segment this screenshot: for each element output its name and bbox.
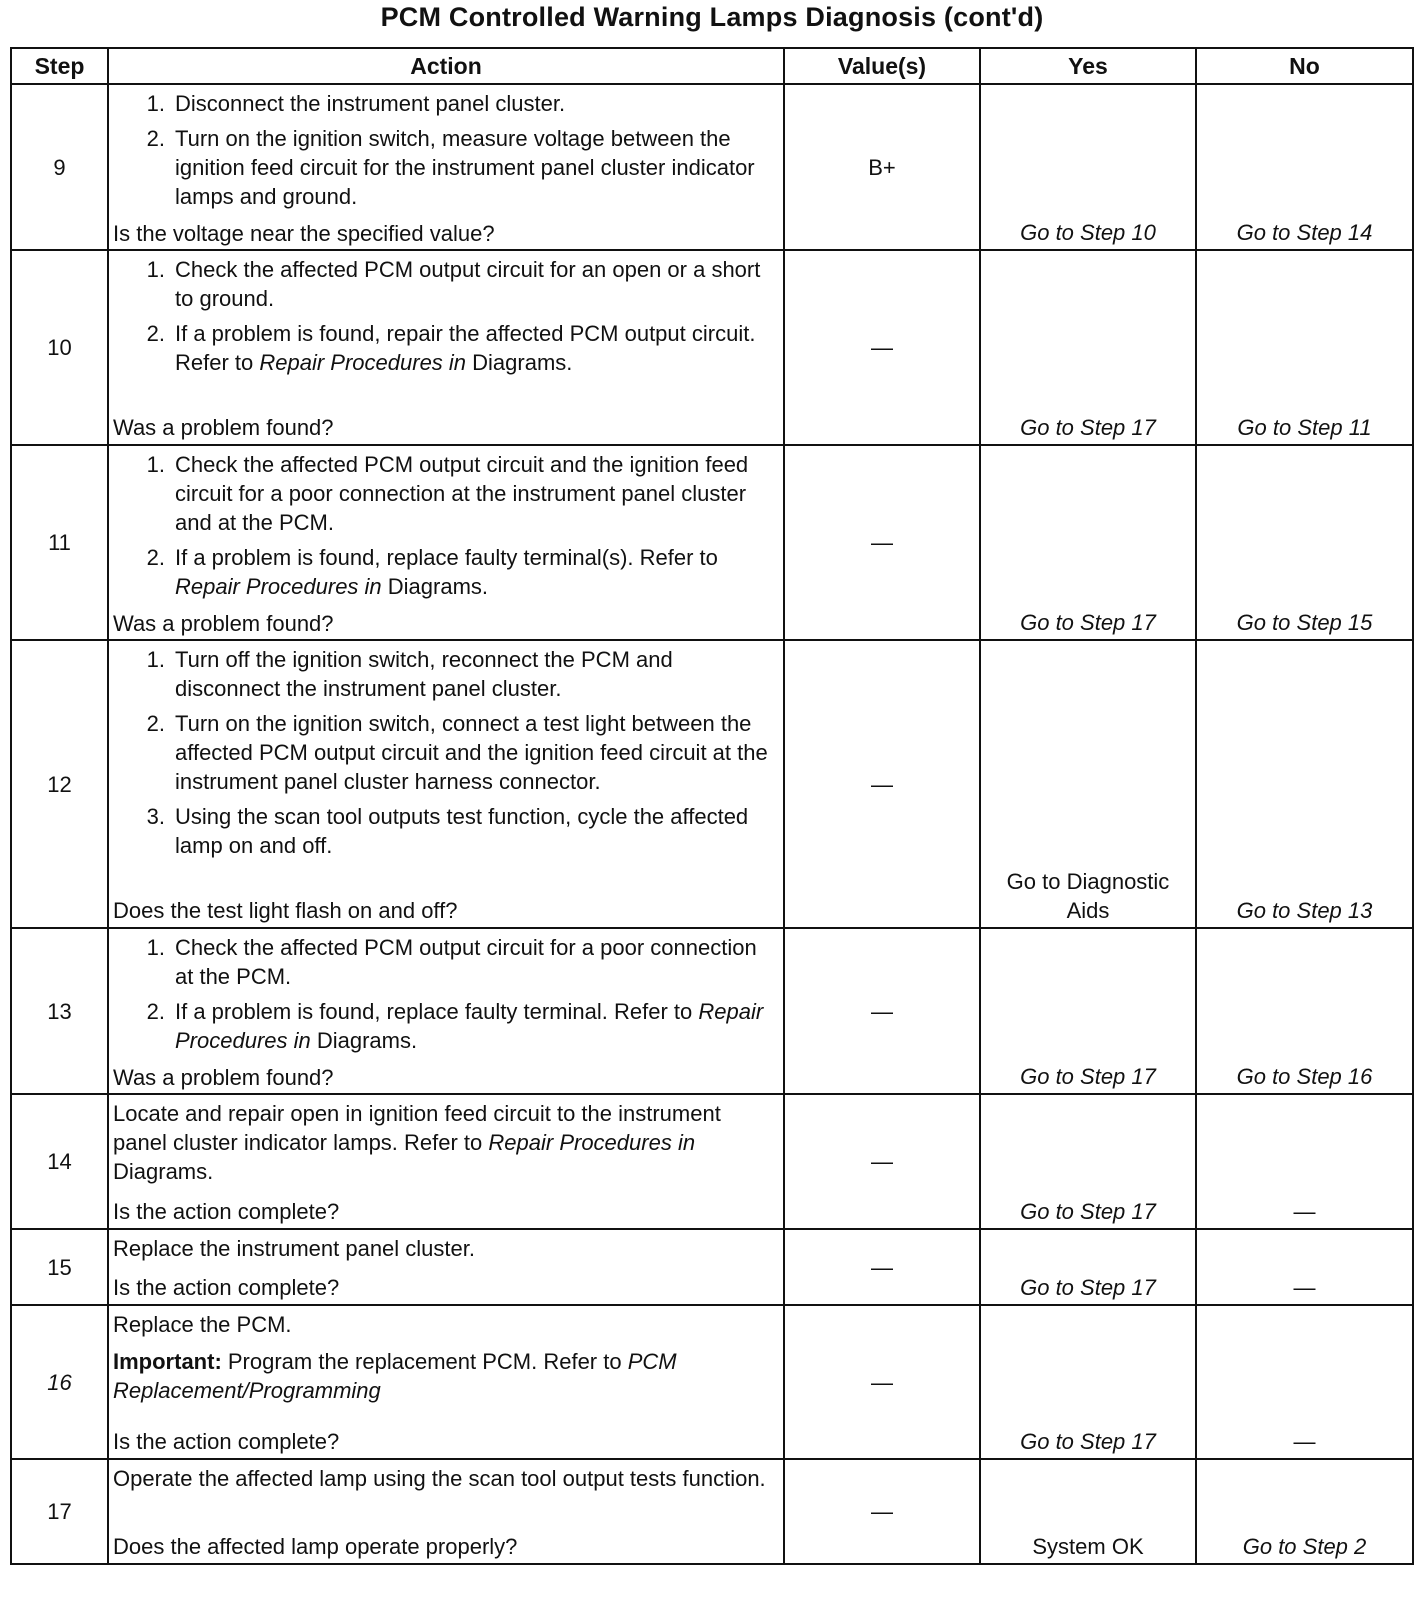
- action-question: Is the action complete?: [113, 1429, 340, 1454]
- action-cell: [108, 250, 784, 445]
- no-cell: —: [1196, 1094, 1413, 1229]
- value-cell: —: [784, 1094, 980, 1229]
- action-item: 2. If a problem is found, replace faulty terminal. Refer to Repair Procedures in Diagrams.: [146, 999, 764, 1053]
- table-row-step-11: [11, 445, 1413, 640]
- value-cell: —: [784, 1305, 980, 1459]
- step-number: 15: [11, 1229, 108, 1305]
- action-question: Does the test light flash on and off?: [113, 898, 458, 923]
- action-cell: [108, 84, 784, 250]
- action-text: Locate and repair open in ignition feed circuit to the instrument panel cluster indicator lamps. Refer to Repair Procedures in Diagrams.: [113, 1101, 721, 1184]
- action-cell: [108, 1229, 784, 1305]
- yes-cell: Go to Step 17: [980, 250, 1196, 445]
- action-item: 3. Using the scan tool outputs test function, cycle the affected lamp on and off.: [146, 804, 749, 858]
- no-cell: Go to Step 11: [1196, 250, 1413, 445]
- action-cell: [108, 640, 784, 928]
- action-question: Was a problem found?: [113, 415, 334, 440]
- step-number: 13: [11, 928, 108, 1094]
- step-number: 10: [11, 250, 108, 445]
- table-row-step-10: [11, 250, 1413, 445]
- yes-cell: Go to Diagnostic Aids: [980, 640, 1196, 928]
- no-cell: —: [1196, 1229, 1413, 1305]
- no-cell: —: [1196, 1305, 1413, 1459]
- value-cell: —: [784, 928, 980, 1094]
- action-text: Replace the instrument panel cluster.: [113, 1236, 475, 1261]
- value-cell: —: [784, 250, 980, 445]
- action-question: Does the affected lamp operate properly?: [113, 1534, 518, 1559]
- yes-cell: Go to Step 17: [980, 1094, 1196, 1229]
- action-item: 1. Turn off the ignition switch, reconnect the PCM and disconnect the instrument panel cluster.: [146, 647, 673, 701]
- value-cell: —: [784, 640, 980, 928]
- yes-cell: Go to Step 17: [980, 928, 1196, 1094]
- action-text: Operate the affected lamp using the scan tool output tests function.: [113, 1466, 766, 1491]
- table-row-step-17: [11, 1459, 1413, 1564]
- action-question: Is the voltage near the specified value?: [113, 221, 495, 246]
- header-yes: Yes: [980, 48, 1196, 84]
- action-cell: [108, 1094, 784, 1229]
- action-item: 2. If a problem is found, replace faulty terminal(s). Refer to Repair Procedures in Diagrams.: [146, 545, 718, 599]
- action-item: 2. Turn on the ignition switch, connect a test light between the affected PCM output circuit and the ignition feed circuit at the instrument panel cluster harness connector.: [146, 711, 768, 794]
- step-number: 17: [11, 1459, 108, 1564]
- action-item: 2. Turn on the ignition switch, measure voltage between the ignition feed circuit for the instrument panel cluster indicator lamps and ground.: [146, 126, 755, 209]
- action-cell: [108, 1459, 784, 1564]
- table-row-step-14: [11, 1094, 1413, 1229]
- yes-cell: Go to Step 17: [980, 1305, 1196, 1459]
- step-number: 11: [11, 445, 108, 640]
- action-cell: [108, 445, 784, 640]
- value-cell: —: [784, 445, 980, 640]
- no-cell: Go to Step 15: [1196, 445, 1413, 640]
- yes-cell: System OK: [980, 1459, 1196, 1564]
- no-cell: Go to Step 13: [1196, 640, 1413, 928]
- important-note: Important: Program the replacement PCM. Refer to PCM Replacement/Programming: [113, 1349, 677, 1403]
- action-cell: [108, 1305, 784, 1459]
- value-cell: B+: [784, 84, 980, 250]
- action-item: 1. Check the affected PCM output circuit for an open or a short to ground.: [146, 257, 761, 311]
- table-row-step-16: [11, 1305, 1413, 1459]
- yes-cell: Go to Step 17: [980, 1229, 1196, 1305]
- page-title: PCM Controlled Warning Lamps Diagnosis (cont'd): [380, 2, 1044, 32]
- action-question: Was a problem found?: [113, 611, 334, 636]
- no-cell: Go to Step 16: [1196, 928, 1413, 1094]
- yes-cell: Go to Step 10: [980, 84, 1196, 250]
- action-item: 2. If a problem is found, repair the affected PCM output circuit. Refer to Repair Procedures in Diagrams.: [146, 321, 756, 375]
- action-item: 1. Check the affected PCM output circuit for a poor connection at the PCM.: [146, 935, 757, 989]
- value-cell: —: [784, 1459, 980, 1564]
- header-action: Action: [108, 48, 784, 84]
- value-cell: —: [784, 1229, 980, 1305]
- step-number: 16: [11, 1305, 108, 1459]
- step-number: 14: [11, 1094, 108, 1229]
- action-question: Is the action complete?: [113, 1199, 340, 1224]
- step-number: 9: [11, 84, 108, 250]
- action-item: 1. Disconnect the instrument panel cluster.: [146, 91, 566, 116]
- header-no: No: [1196, 48, 1413, 84]
- diagnosis-table: [10, 47, 1414, 1565]
- yes-cell: Go to Step 17: [980, 445, 1196, 640]
- no-cell: Go to Step 2: [1196, 1459, 1413, 1564]
- action-text: Replace the PCM.: [113, 1312, 292, 1337]
- table-row-step-9: [11, 84, 1413, 250]
- header-values: Value(s): [784, 48, 980, 84]
- table-row-step-12: [11, 640, 1413, 928]
- action-question: Was a problem found?: [113, 1065, 334, 1090]
- action-cell: [108, 928, 784, 1094]
- no-cell: Go to Step 14: [1196, 84, 1413, 250]
- table-row-step-15: [11, 1229, 1413, 1305]
- header-row: [11, 48, 1413, 84]
- action-item: 1. Check the affected PCM output circuit and the ignition feed circuit for a poor connection at the instrument panel cluster and at the PCM.: [146, 452, 749, 535]
- header-step: Step: [11, 48, 108, 84]
- step-number: 12: [11, 640, 108, 928]
- table-row-step-13: [11, 928, 1413, 1094]
- action-question: Is the action complete?: [113, 1275, 340, 1300]
